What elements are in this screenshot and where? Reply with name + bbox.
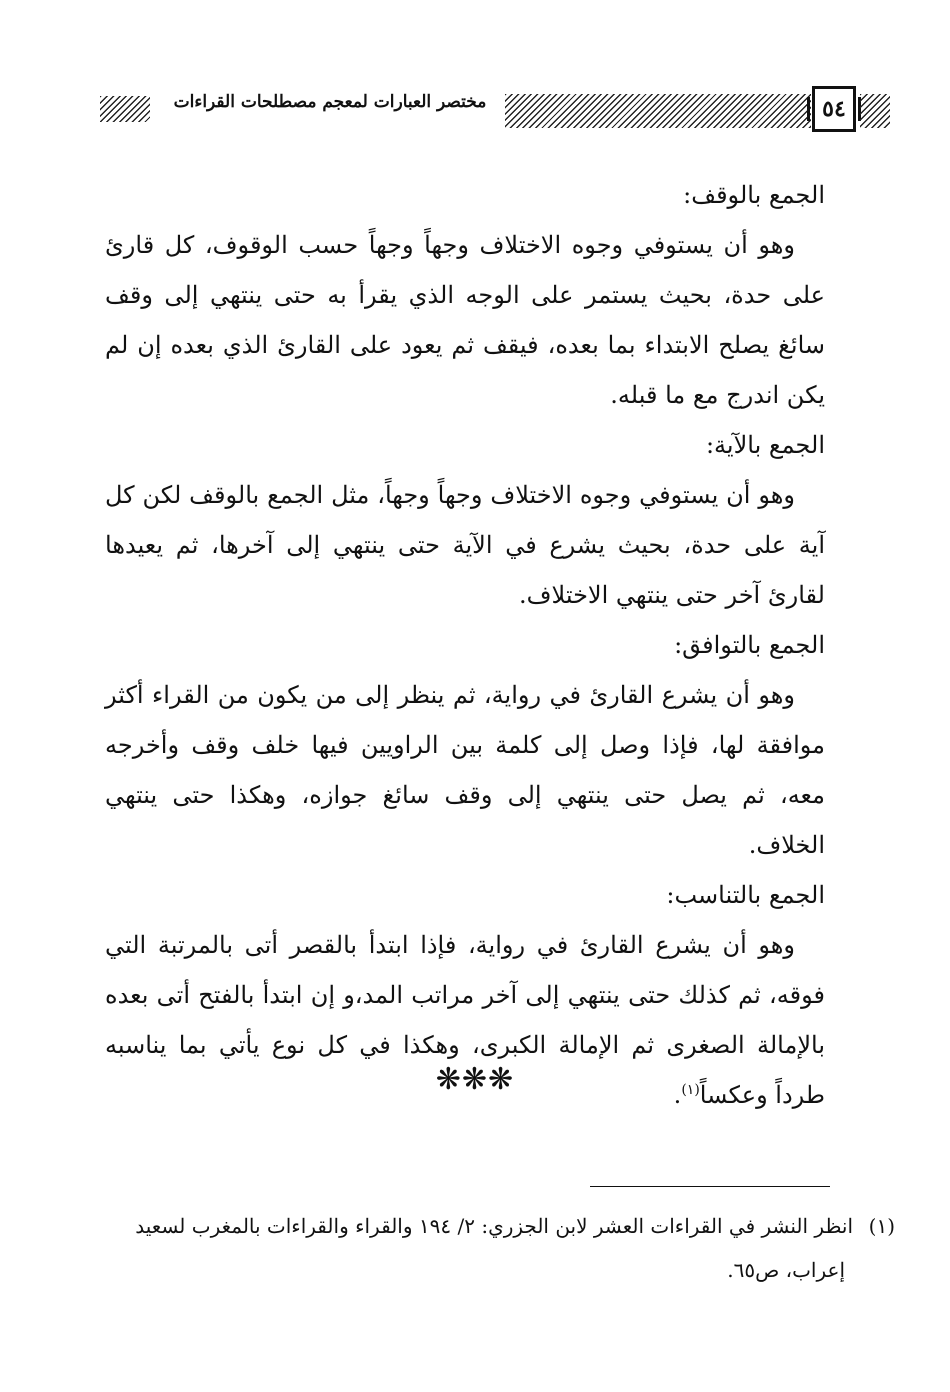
footnote-text-line2: إعراب، ص٦٥.: [727, 1258, 845, 1282]
running-title: مختصر العبارات لمعجم مصطلحات القراءات: [173, 92, 487, 112]
page-number-frame: [812, 86, 856, 132]
footnote-text-line1: انظر النشر في القراءات العشر لابن الجزري: ٢/ ١٩٤ والقراء والقراءات بالمغرب لسعيد: [135, 1214, 853, 1238]
footnote-number: (١): [868, 1214, 895, 1238]
footnote-reference[interactable]: (١): [681, 1082, 700, 1098]
section-heading: الجمع بالوقف:: [683, 181, 825, 209]
footnote-divider: [590, 1186, 830, 1187]
header-ornament-middle: [505, 94, 811, 128]
page-number: ٥٤: [822, 96, 846, 122]
section-paragraph: وهو أن يشرع القارئ في رواية، ثم ينظر إلى من يكون من القراء أكثر موافقة لها، فإذا وصل إلى كلمة بين الراويين فيها خلف وقف وأخرجه معه، ثم يصل حتى ينتهي إلى وقف سائغ جوازه، وهكذا حتى ينتهي الخلاف.: [105, 681, 825, 859]
header-ornament-right: [860, 94, 890, 128]
header-ornament-left: [100, 96, 150, 122]
section-paragraph: وهو أن يستوفي وجوه الاختلاف وجهاً وجهاً حسب الوقوف، كل قارئ على حدة، بحيث يستمر على الوجه الذي يقرأ به حتى ينتهي إلى وقف سائغ يصلح الابتداء بما بعده، فيقف ثم يعود على القارئ الذي بعده إن لم يكن اندرج مع ما قبله.: [105, 231, 825, 409]
section-heading: الجمع بالتوافق:: [674, 631, 825, 659]
section-separator: ❋❋❋: [435, 1062, 515, 1097]
section-heading: الجمع بالتناسب:: [666, 881, 825, 909]
main-text: [105, 170, 825, 1120]
section-heading: الجمع بالآية:: [705, 431, 825, 459]
footnote: [115, 1204, 895, 1292]
paragraph-end: .: [673, 1081, 682, 1109]
paragraph-text: وهو أن يشرع القارئ في رواية، فإذا ابتدأ بالقصر أتى بالمرتبة التي فوقه، ثم كذلك حتى ينتهي إلى آخر مراتب المد،و إن ابتدأ بالفتح أتى بعده بالإمالة الصغرى ثم الإمالة الكبرى، وهكذا في كل نوع يأتي بما يناسبه طرداً وعكساً: [105, 931, 826, 1109]
page-header: [100, 86, 890, 136]
section-paragraph: وهو أن يستوفي وجوه الاختلاف وجهاً وجهاً، مثل الجمع بالوقف لكن كل آية على حدة، بحيث يشرع في الآية حتى ينتهي إلى آخرها، ثم يعيدها لقارئ آخر حتى ينتهي الاختلاف.: [105, 481, 825, 609]
